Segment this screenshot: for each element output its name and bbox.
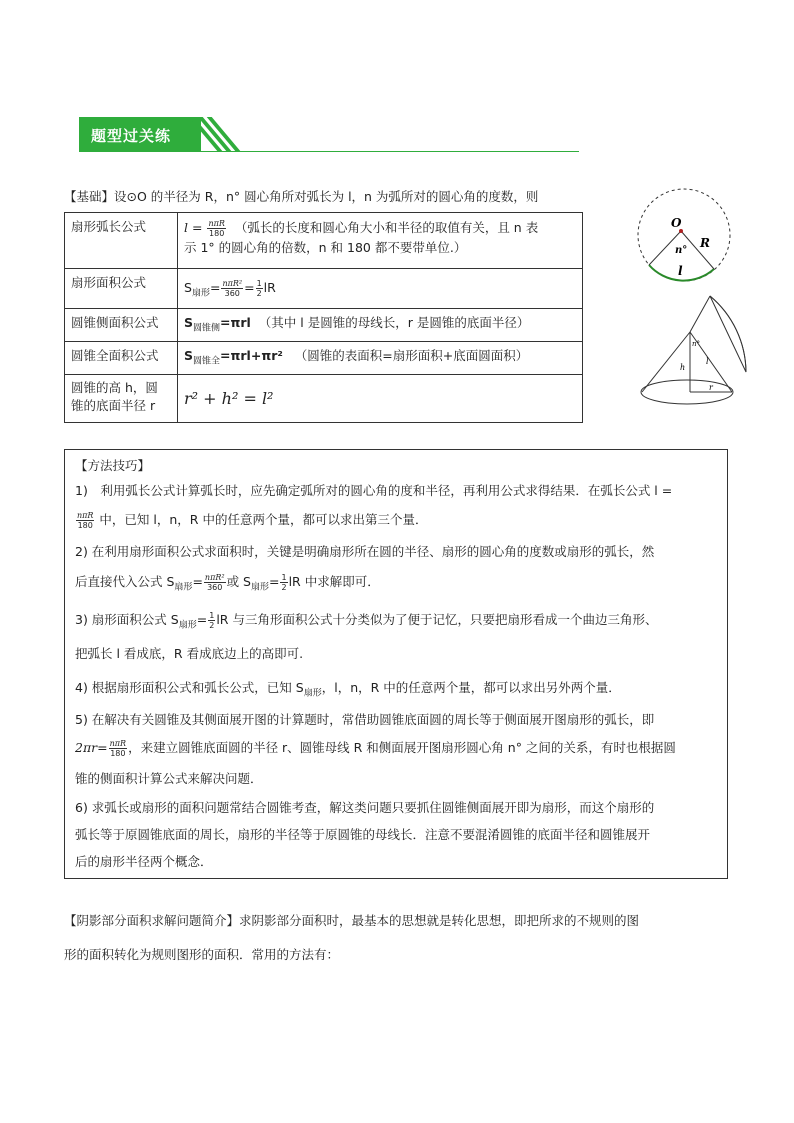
sector-area-formula: $S_{扇形}=$ $\frac{\text{nπR²}}{360}$ = $\frac{1}{2}$ lR (178, 269, 583, 309)
angle-label: n° (675, 245, 688, 256)
height-label: h (680, 363, 686, 372)
table-row (65, 213, 583, 269)
arc-label: l (678, 264, 683, 278)
method-line: 6) 求弧长或扇形的面积问题常结合圆锥考查，解这类问题只要抓住圆锥侧面展开即为扇形，而这个扇形的 (75, 800, 655, 815)
arc-length-formula: l = $\frac{\text{nπR}}{180}$ （弧长的长度和圆心角大小和半径的取值有关，且 n 表 示 1° 的圆心角的倍数，n 和 180 都不要带单位.） (178, 213, 583, 269)
row-label: 扇形面积公式 (65, 269, 178, 309)
shaded-area-intro: 【阴影部分面积求解问题简介】求阴影部分面积时，最基本的思想就是转化思想，即把所求的不规则的图 (64, 913, 640, 928)
method-line: 5) 在解决有关圆锥及其侧面展开图的计算题时，常借助圆锥底面圆的周长等于侧面展开图扇形的弧长，即 (75, 712, 655, 727)
slant-label: l (706, 357, 709, 366)
method-line: 2) 在利用扇形面积公式求面积时，关键是明确扇形所在圆的半径、扇形的圆心角的度数或扇形的弧长，然 (75, 544, 655, 559)
methods-box (64, 449, 728, 879)
method-line: 锥的侧面积计算公式来解决问题． (75, 771, 263, 786)
row-label: 圆锥侧面积公式 (65, 309, 178, 342)
method-line: 1) 利用弧长公式计算弧长时，应先确定弧所对的圆心角的度和半径，再利用公式求得结果．在弧长公式 l = (75, 483, 673, 498)
sector-diagram (626, 187, 746, 287)
shaded-area-intro-cont: 形的面积转化为规则图形的面积．常用的方法有： (64, 947, 340, 962)
method-line: 把弧长 l 看成底，R 看成底边上的高即可. (75, 646, 304, 661)
section-banner (79, 117, 239, 151)
table-row (65, 342, 583, 375)
method-line: $\frac{\text{nπR}}{180}$ 中，已知 l，n，R 中的任意两个量，都可以求出第三个量． (77, 511, 428, 530)
slant-extension (690, 296, 710, 332)
method-line: 4) 根据扇形面积公式和弧长公式，已知 $S_{扇形}$，l，n，R 中的任意两个量，都可以求出另外两个量． (75, 680, 621, 699)
methods-title: 【方法技巧】 (75, 458, 151, 473)
cone-edge (642, 332, 690, 392)
unrolled-sector (710, 296, 746, 372)
row-label: 扇形弧长公式 (65, 213, 178, 269)
radius-label: R (700, 236, 710, 250)
table-row (65, 375, 583, 423)
basics-intro: 【基础】设⊙O 的半径为 R，n° 圆心角所对弧长为 l，n 为弧所对的圆心角的度数，则 (64, 189, 539, 204)
method-line: 后直接代入公式 $S_{扇形}=$ $\frac{\text{nπR²}}{360}$ 或 $S_{扇形}=$ $\frac{1}{2}$ lR 中求解即可． (75, 573, 380, 593)
section-title: 题型过关练 (91, 127, 172, 145)
cone-lateral-formula: $S_{圆锥侧}=\pi rl$ （其中 l 是圆锥的母线长，r 是圆锥的底面半径） (178, 309, 583, 342)
row-label: 圆锥的高 h，圆 锥的底面半径 r (65, 375, 178, 423)
method-line: 后的扇形半径两个概念． (75, 854, 213, 869)
fraction: $\frac{\text{nπR}}{180}$ (208, 219, 225, 238)
method-line: 弧长等于原圆锥底面的周长，扇形的半径等于原圆锥的母线长．注意不要混淆圆锥的底面半径和圆锥展开 (75, 827, 651, 842)
formula-table (64, 212, 583, 423)
center-label: O (671, 216, 682, 230)
banner-underline (79, 151, 579, 152)
cone-diagram (634, 292, 752, 414)
radius-label: r (709, 383, 713, 392)
table-row (65, 309, 583, 342)
method-line: 3) 扇形面积公式 $S_{扇形}=$ $\frac{1}{2}$ lR 与三角形面积公式十分类似为了便于记忆，只要把扇形看成一个曲边三角形、 (75, 611, 658, 631)
method-line: 2πr= $\frac{\text{nπR}}{180}$ ，来建立圆锥底面圆的半径 r、圆锥母线 R 和侧面展开图扇形圆心角 n° 之间的关系，有时也根据圆 (75, 739, 676, 758)
pythagoras-formula: r² + h² = l² (178, 375, 583, 423)
table-row (65, 269, 583, 309)
angle-label: n° (692, 340, 701, 348)
cone-total-formula: $S_{圆锥全}=\pi rl+\pi r^2$ （圆锥的表面积=扇形面积+底面圆面积） (178, 342, 583, 375)
row-label: 圆锥全面积公式 (65, 342, 178, 375)
